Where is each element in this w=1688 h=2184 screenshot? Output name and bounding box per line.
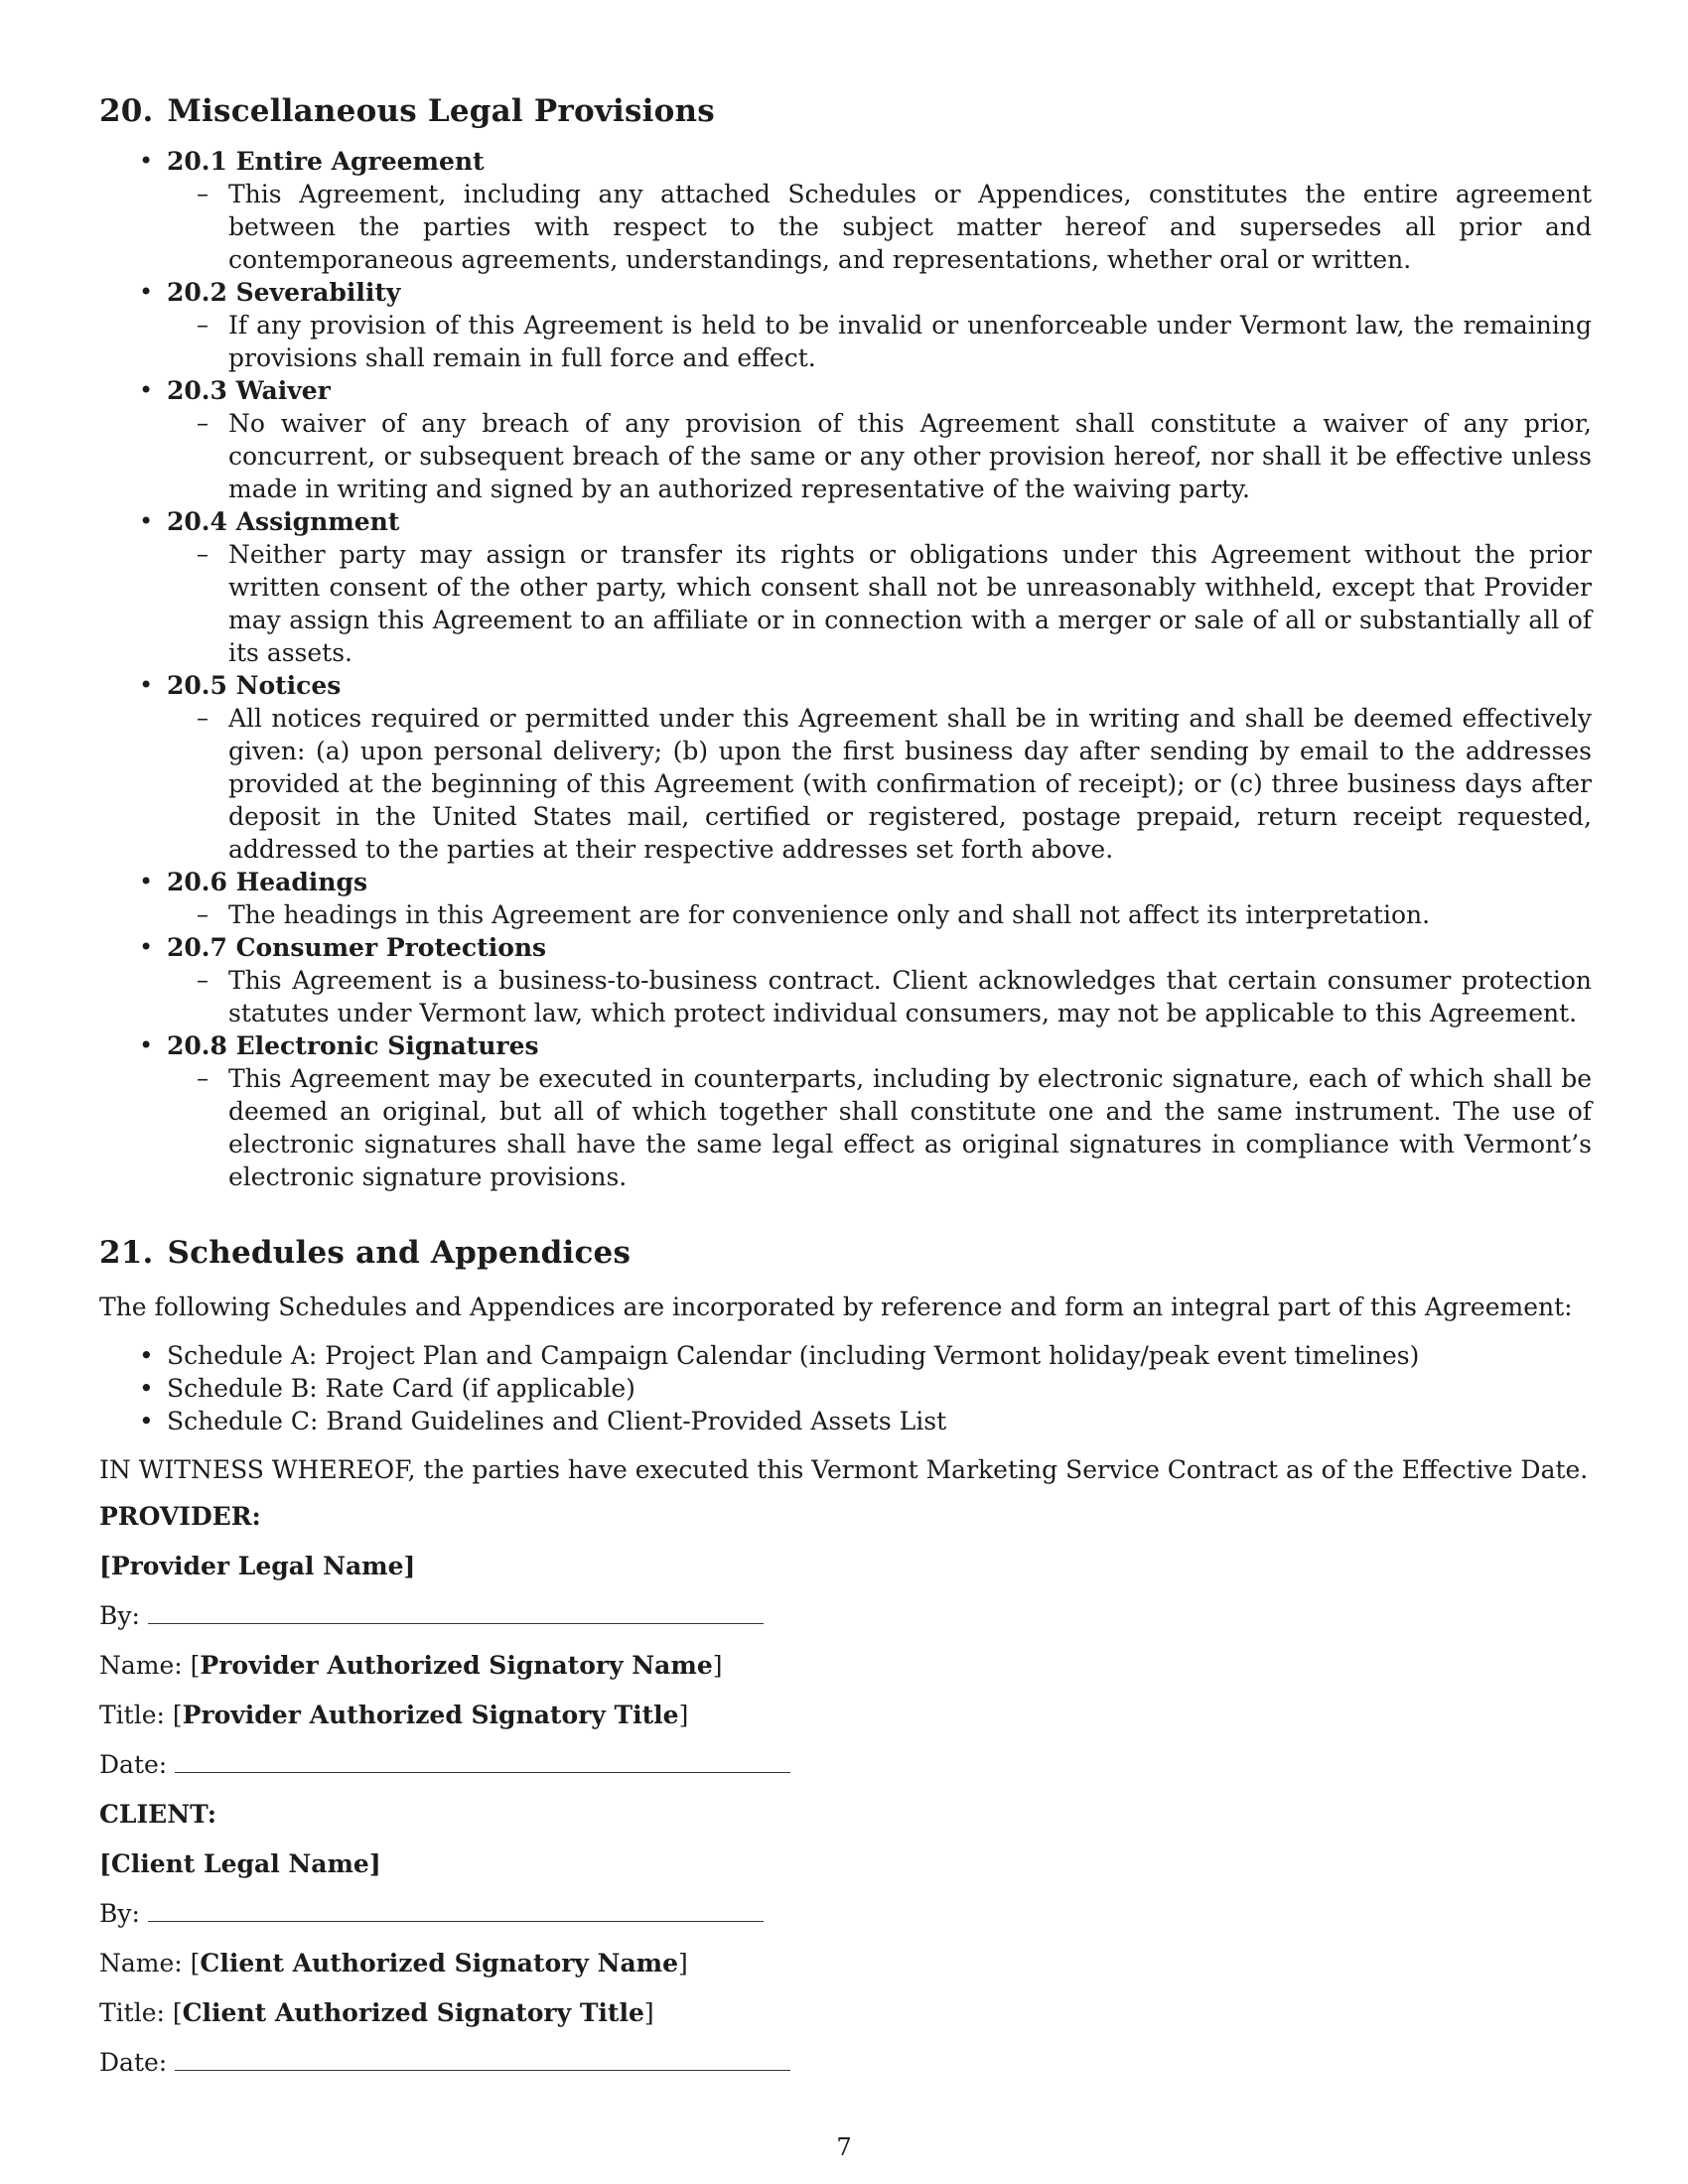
- client-date-line[interactable]: [175, 2052, 790, 2071]
- provision-text: If any provision of this Agreement is held to be invalid or unenforceable under Vermont law, the remaining provisions shall remain in full force and effect.: [228, 311, 1592, 372]
- section-number: 20.: [99, 93, 154, 129]
- dash-icon: –: [197, 900, 209, 928]
- provision-text: This Agreement may be executed in counterparts, including by electronic signature, each of which shall be deemed an original, but all of which together shall constitute one and the same instrument. The use of electronic signatures shall have the same legal effect as original signatures in compliance with Vermont’s electronic signature provisions.: [228, 1064, 1592, 1191]
- provider-signature-line[interactable]: [148, 1605, 764, 1624]
- schedule-list: [99, 1339, 1592, 1437]
- client-signature-line[interactable]: [148, 1903, 764, 1922]
- provision-title: 20.3 Waiver: [167, 376, 331, 405]
- provider-title-row: Title: [Provider Authorized Signatory Title]: [99, 1701, 689, 1729]
- schedule-item: [99, 1339, 1592, 1372]
- bullet-icon: •: [139, 868, 154, 895]
- bullet-icon: •: [139, 507, 154, 535]
- provider-signatory-title: Provider Authorized Signatory Title: [182, 1701, 679, 1729]
- dash-icon: –: [197, 180, 209, 207]
- provision-body: [167, 309, 1592, 374]
- page-number: 7: [836, 2133, 852, 2161]
- client-name-row: Name: [Client Authorized Signatory Name]: [99, 1949, 688, 1978]
- dash-icon: –: [197, 704, 209, 732]
- name-label: Name:: [99, 1949, 183, 1978]
- provision-title: 20.8 Electronic Signatures: [167, 1031, 539, 1060]
- client-title-row: Title: [Client Authorized Signatory Title]: [99, 1998, 654, 2027]
- provider-signature-row: [99, 1599, 1592, 1632]
- by-label: By:: [99, 1899, 140, 1928]
- bullet-icon: •: [139, 1407, 154, 1435]
- client-date-row: [99, 2046, 1592, 2079]
- schedules-intro: The following Schedules and Appendices are incorporated by reference and form an integral part of this Agreement:: [99, 1293, 1573, 1321]
- bullet-icon: •: [139, 1341, 154, 1370]
- schedule-text: Schedule B: Rate Card (if applicable): [167, 1374, 635, 1403]
- provision-body: [167, 1062, 1592, 1193]
- dash-icon: –: [197, 311, 209, 339]
- provision-text: No waiver of any breach of any provision of this Agreement shall constitute a waiver of any prior, concurrent, or subsequent breach of the same or any other provision hereof, nor shall it be effective unless made in writing and signed by an authorized representative of the waiving party.: [228, 409, 1592, 503]
- section-20-heading: [99, 91, 1592, 131]
- provision-title: 20.1 Entire Agreement: [167, 147, 485, 176]
- schedule-item: [99, 1405, 1592, 1437]
- provision-item: [99, 374, 1592, 505]
- dash-icon: –: [197, 1064, 209, 1092]
- provision-item: [99, 931, 1592, 1029]
- section-title: Schedules and Appendices: [167, 1235, 632, 1271]
- provision-text: All notices required or permitted under this Agreement shall be in writing and shall be deemed effectively given: (a) upon personal delivery; (b) upon the first business day after sending by email to the addresses provided at the beginning of this Agreement (with confirmation of receipt); or (c) three business days after deposit in the United States mail, certified or registered, postage prepaid, return receipt requested, addressed to the parties at their respective addresses set forth above.: [228, 704, 1592, 864]
- provision-body: [167, 538, 1592, 669]
- provision-text: The headings in this Agreement are for convenience only and shall not affect its interpretation.: [228, 900, 1431, 929]
- provision-body: [167, 407, 1592, 505]
- provision-item: [99, 669, 1592, 866]
- provision-text: This Agreement, including any attached Schedules or Appendices, constitutes the entire agreement between the parties with respect to the subject matter hereof and supersedes all prior and contemporaneous agreements, understandings, and representations, whether oral or written.: [228, 180, 1592, 274]
- bullet-icon: •: [139, 671, 154, 699]
- section-21-heading: [99, 1233, 1592, 1273]
- schedule-text: Schedule A: Project Plan and Campaign Calendar (including Vermont holiday/peak event timelines): [167, 1341, 1420, 1370]
- provider-date-row: [99, 1748, 1592, 1781]
- provision-item: [99, 276, 1592, 374]
- provision-text: Neither party may assign or transfer its rights or obligations under this Agreement without the prior written consent of the other party, which consent shall not be unreasonably withheld, except that Provider may assign this Agreement to an affiliate or in connection with a merger or sale of all or substantially all of its assets.: [228, 540, 1592, 667]
- date-label: Date:: [99, 2048, 168, 2077]
- witness-statement: IN WITNESS WHEREOF, the parties have executed this Vermont Marketing Service Contract as of the Effective Date.: [99, 1455, 1589, 1484]
- provision-item: [99, 145, 1592, 276]
- provision-item: [99, 866, 1592, 931]
- provision-title: 20.4 Assignment: [167, 507, 400, 536]
- by-label: By:: [99, 1601, 140, 1630]
- provision-title: 20.6 Headings: [167, 868, 368, 896]
- schedule-text: Schedule C: Brand Guidelines and Client-Provided Assets List: [167, 1407, 947, 1435]
- provision-list: [99, 145, 1592, 1193]
- bullet-icon: •: [139, 1374, 154, 1403]
- client-signatory-title: Client Authorized Signatory Title: [182, 1998, 644, 2027]
- section-title: Miscellaneous Legal Provisions: [167, 93, 715, 129]
- dash-icon: –: [197, 540, 209, 568]
- provision-title: 20.7 Consumer Protections: [167, 933, 547, 962]
- bullet-icon: •: [139, 147, 154, 175]
- dash-icon: –: [197, 966, 209, 994]
- bullet-icon: •: [139, 376, 154, 404]
- client-legal-name: [Client Legal Name]: [99, 1849, 381, 1878]
- title-label: Title:: [99, 1998, 165, 2027]
- provision-title: 20.2 Severability: [167, 278, 401, 307]
- provision-text: This Agreement is a business-to-business contract. Client acknowledges that certain consumer protection statutes under Vermont law, which protect individual consumers, may not be applicable to this Agreement.: [228, 966, 1592, 1027]
- section-number: 21.: [99, 1235, 154, 1271]
- document-page: [99, 91, 1592, 2079]
- provision-body: [167, 898, 1592, 931]
- provider-name-row: Name: [Provider Authorized Signatory Name]: [99, 1651, 723, 1680]
- provision-title: 20.5 Notices: [167, 671, 342, 700]
- provision-item: [99, 505, 1592, 669]
- bullet-icon: •: [139, 1031, 154, 1059]
- provision-item: [99, 1029, 1592, 1193]
- title-label: Title:: [99, 1701, 165, 1729]
- dash-icon: –: [197, 409, 209, 437]
- client-heading: CLIENT:: [99, 1800, 217, 1829]
- provider-date-line[interactable]: [175, 1754, 790, 1773]
- bullet-icon: •: [139, 933, 154, 961]
- provision-body: [167, 702, 1592, 866]
- provider-heading: PROVIDER:: [99, 1502, 261, 1531]
- provider-legal-name: [Provider Legal Name]: [99, 1552, 416, 1580]
- provider-signatory-name: Provider Authorized Signatory Name: [200, 1651, 713, 1680]
- client-signature-row: [99, 1897, 1592, 1930]
- provision-body: [167, 178, 1592, 276]
- client-signatory-name: Client Authorized Signatory Name: [200, 1949, 679, 1978]
- date-label: Date:: [99, 1750, 168, 1779]
- bullet-icon: •: [139, 278, 154, 306]
- provision-body: [167, 964, 1592, 1029]
- schedule-item: [99, 1372, 1592, 1405]
- name-label: Name:: [99, 1651, 183, 1680]
